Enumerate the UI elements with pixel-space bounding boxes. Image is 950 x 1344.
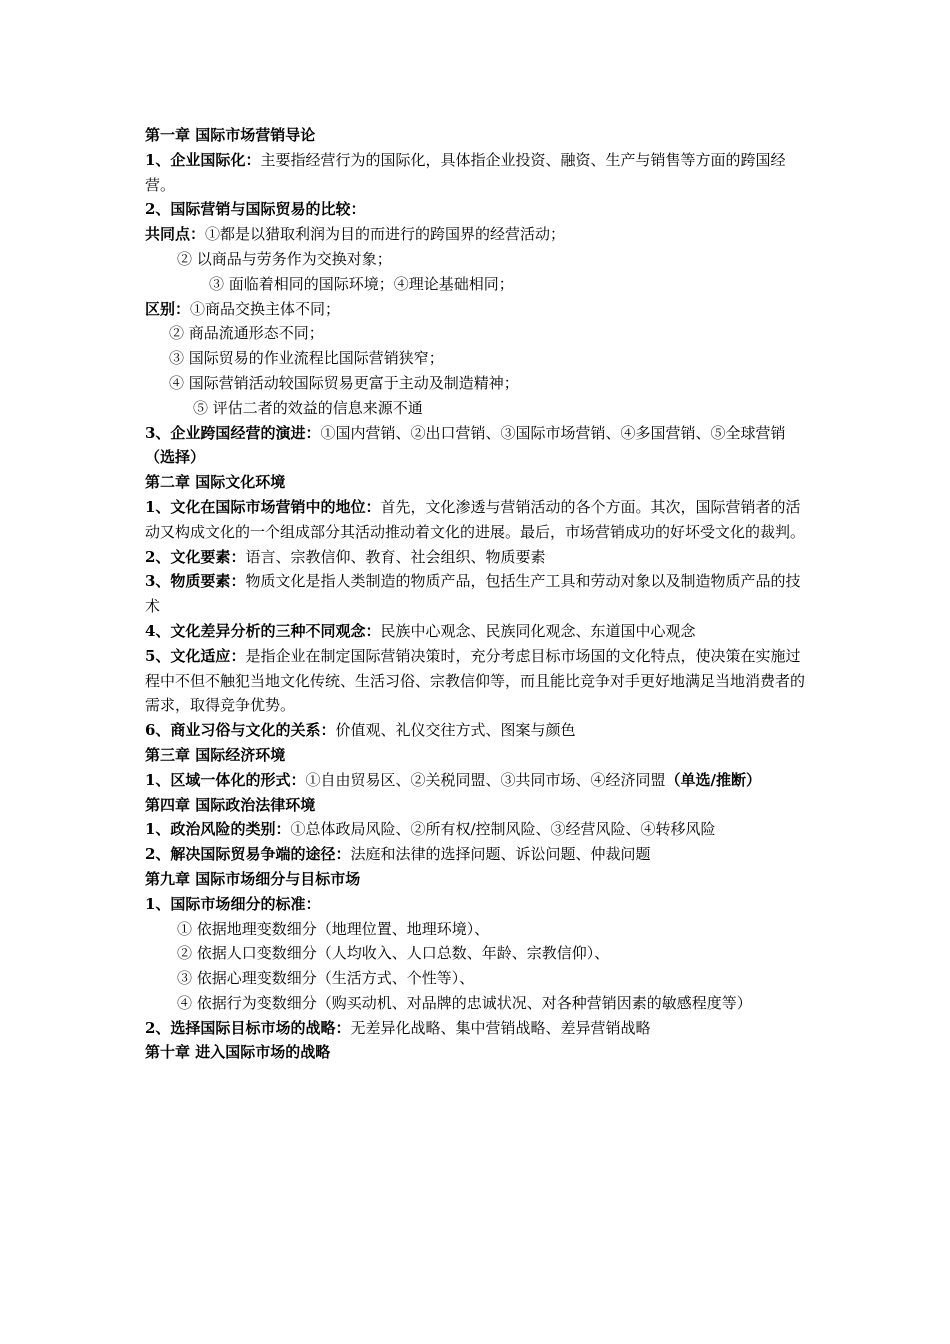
definition-paragraph: 2、选择国际目标市场的战略：无差异化战略、集中营销战略、差异营销战略 <box>145 1018 651 1037</box>
list-item: ③ 国际贸易的作业流程比国际营销狭窄； <box>169 349 444 368</box>
comparison-differences: 区别：①商品交换主体不同； <box>145 299 341 318</box>
definition-paragraph: 5、文化适应：是指企业在制定国际营销决策时，充分考虑目标市场国的文化特点，使决策在实施过程中不但不触犯当地文化传统、生活习俗、宗教信仰等，而且能比竞争对手更好地满足当地消费者的需求，取得竞争优势。 <box>145 646 806 715</box>
list-item: ② 以商品与劳务作为交换对象； <box>177 249 392 268</box>
chapter-heading: 第十章 进入国际市场的战略 <box>145 1043 331 1062</box>
chapter-heading: 第一章 国际市场营销导论 <box>145 126 316 144</box>
chapter-heading: 第九章 国际市场细分与目标市场 <box>145 869 361 888</box>
definition-paragraph: 4、文化差异分析的三种不同观念：民族中心观念、民族同化观念、东道国中心观念 <box>145 621 696 640</box>
definition-paragraph: 2、解决国际贸易争端的途径：法庭和法律的选择问题、诉讼问题、仲裁问题 <box>145 845 651 864</box>
comparison-similarities: 共同点：①都是以猎取利润为目的而进行的跨国界的经营活动； <box>145 225 566 244</box>
section-heading: 2、国际营销与国际贸易的比较： <box>145 200 366 219</box>
definition-paragraph: 3、企业跨国经营的演进：①国内营销、②出口营销、③国际市场营销、④多国营销、⑤全球营销（选择） <box>145 423 786 467</box>
definition-paragraph: 1、政治风险的类别：①总体政局风险、②所有权/控制风险、③经营风险、④转移风险 <box>145 820 716 839</box>
definition-paragraph: 1、区域一体化的形式：①自由贸易区、②关税同盟、③共同市场、④经济同盟（单选/推断） <box>145 770 761 789</box>
document-page <box>145 123 807 1065</box>
list-item: ③ 面临着相同的国际环境；④理论基础相同； <box>209 274 514 293</box>
definition-paragraph: 1、企业国际化：主要指经营行为的国际化，具体指企业投资、融资、生产与销售等方面的跨国经营。 <box>145 150 786 194</box>
list-item: ① 依据地理变数细分（地理位置、地理环境）、 <box>177 919 490 938</box>
list-item: ② 商品流通形态不同； <box>169 324 324 343</box>
definition-paragraph: 3、物质要素：物质文化是指人类制造的物质产品，包括生产工具和劳动对象以及制造物质产品的技术 <box>145 572 801 616</box>
chapter-heading: 第三章 国际经济环境 <box>145 745 286 764</box>
chapter-heading: 第二章 国际文化环境 <box>145 473 286 492</box>
list-item: ④ 依据行为变数细分（购买动机、对品牌的忠诚状况、对各种营销因素的敏感程度等） <box>177 993 752 1012</box>
list-item: ④ 国际营销活动较国际贸易更富于主动及制造精神； <box>169 373 519 392</box>
list-item: ③ 依据心理变数细分（生活方式、个性等）、 <box>177 969 475 988</box>
section-heading: 1、国际市场细分的标准： <box>145 894 321 913</box>
list-item: ⑤ 评估二者的效益的信息来源不通 <box>193 398 423 417</box>
definition-paragraph: 6、商业习俗与文化的关系：价值观、礼仪交往方式、图案与颜色 <box>145 721 576 740</box>
definition-paragraph: 1、文化在国际市场营销中的地位：首先，文化渗透与营销活动的各个方面。其次，国际营销者的活动又构成文化的一个组成部分其活动推动着文化的进展。最后，市场营销成功的好坏受文化的裁判。 <box>145 497 806 541</box>
definition-paragraph: 2、文化要素：语言、宗教信仰、教育、社会组织、物质要素 <box>145 547 546 566</box>
chapter-heading: 第四章 国际政治法律环境 <box>145 795 316 814</box>
list-item: ② 依据人口变数细分（人均收入、人口总数、年龄、宗教信仰）、 <box>177 944 610 963</box>
